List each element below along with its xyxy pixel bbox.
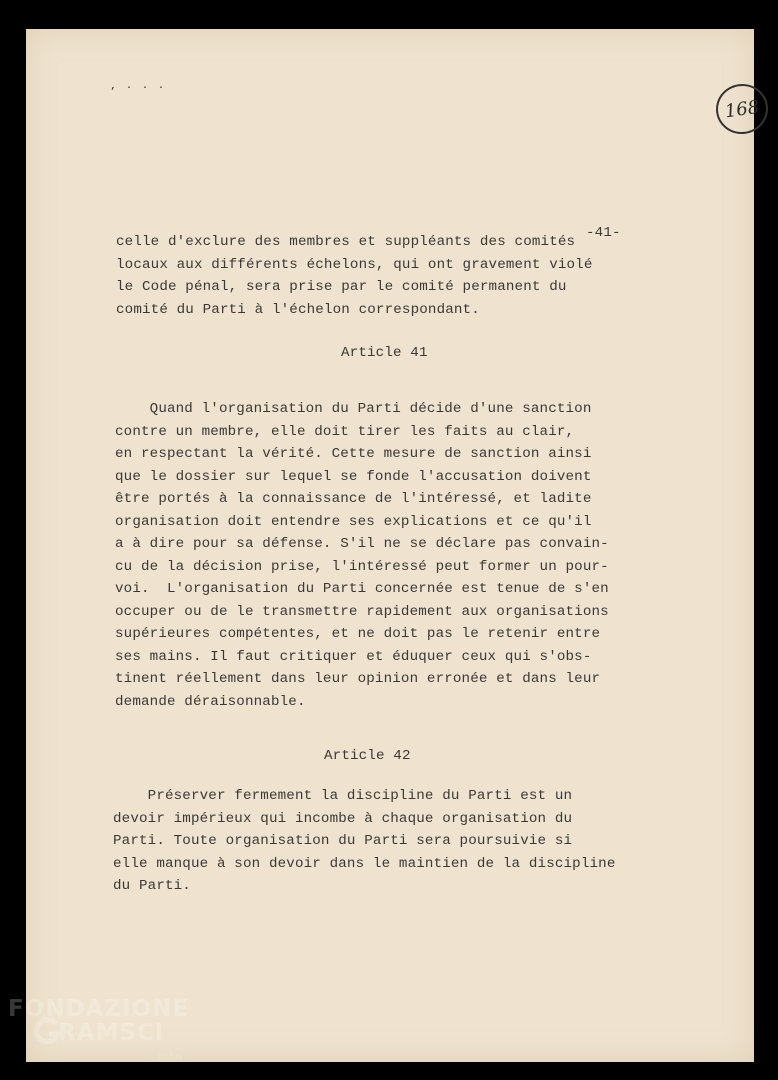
watermark-line-1: FONDAZIONE: [8, 996, 190, 1022]
text-line: occuper ou de le transmettre rapidement aux organisations: [115, 603, 609, 620]
text-line: supérieures compétentes, et ne doit pas le retenir entre: [115, 626, 601, 642]
text-line: celle d'exclure des membres et suppléants des comités: [116, 234, 576, 250]
text-line: du Parti.: [113, 878, 191, 894]
margin-marks: ‚ . . .: [110, 81, 167, 92]
page-number: -41-: [586, 225, 621, 241]
document-page: [26, 29, 761, 1062]
watermark-line-3: onlus: [158, 1052, 183, 1062]
text-line: demande déraisonnable.: [115, 693, 306, 710]
text-line: voi. L'organisation du Parti concernée est tenue de s'en: [115, 581, 609, 597]
watermark-line-2: RAMSCI: [58, 1020, 165, 1046]
text-line: locaux aux différents échelons, qui ont gravement violé: [116, 256, 593, 273]
text-line: ses mains. Il faut critiquer et éduquer ceux qui s'obs-: [115, 648, 592, 665]
text-line: cu de la décision prise, l'intéressé peut former un pour-: [115, 558, 609, 575]
text-line: Préserver fermement la discipline du Parti est un: [113, 788, 573, 804]
text-line: être portés à la connaissance de l'intéressé, et ladite: [115, 491, 592, 507]
text-line: devoir impérieux qui incombe à chaque organisation du: [113, 810, 573, 827]
text-line: en respectant la vérité. Cette mesure de sanction ainsi: [115, 446, 592, 462]
text-line: le Code pénal, sera prise par le comité permanent du: [116, 279, 567, 295]
fondazione-gramsci-watermark: [8, 996, 198, 1076]
text-line: tinent réellement dans leur opinion erronée et dans leur: [115, 671, 601, 687]
text-line: elle manque à son devoir dans le maintien de la discipline: [113, 855, 616, 872]
text-line: que le dossier sur lequel se fonde l'accusation doivent: [115, 468, 592, 485]
text-line: Quand l'organisation du Parti décide d'une sanction: [115, 401, 592, 417]
text-line: a à dire pour sa défense. S'il ne se déclare pas convain-: [115, 536, 609, 552]
text-line: comité du Parti à l'échelon correspondant.: [116, 301, 480, 318]
archive-stamp-number: 168: [713, 81, 771, 138]
text-line: organisation doit entendre ses explications et ce qu'il: [115, 513, 592, 530]
article-heading: Article 41: [341, 345, 428, 361]
article-heading: Article 42: [324, 748, 411, 764]
text-line: Parti. Toute organisation du Parti sera poursuivie si: [113, 833, 573, 849]
text-line: contre un membre, elle doit tirer les faits au clair,: [115, 423, 575, 440]
